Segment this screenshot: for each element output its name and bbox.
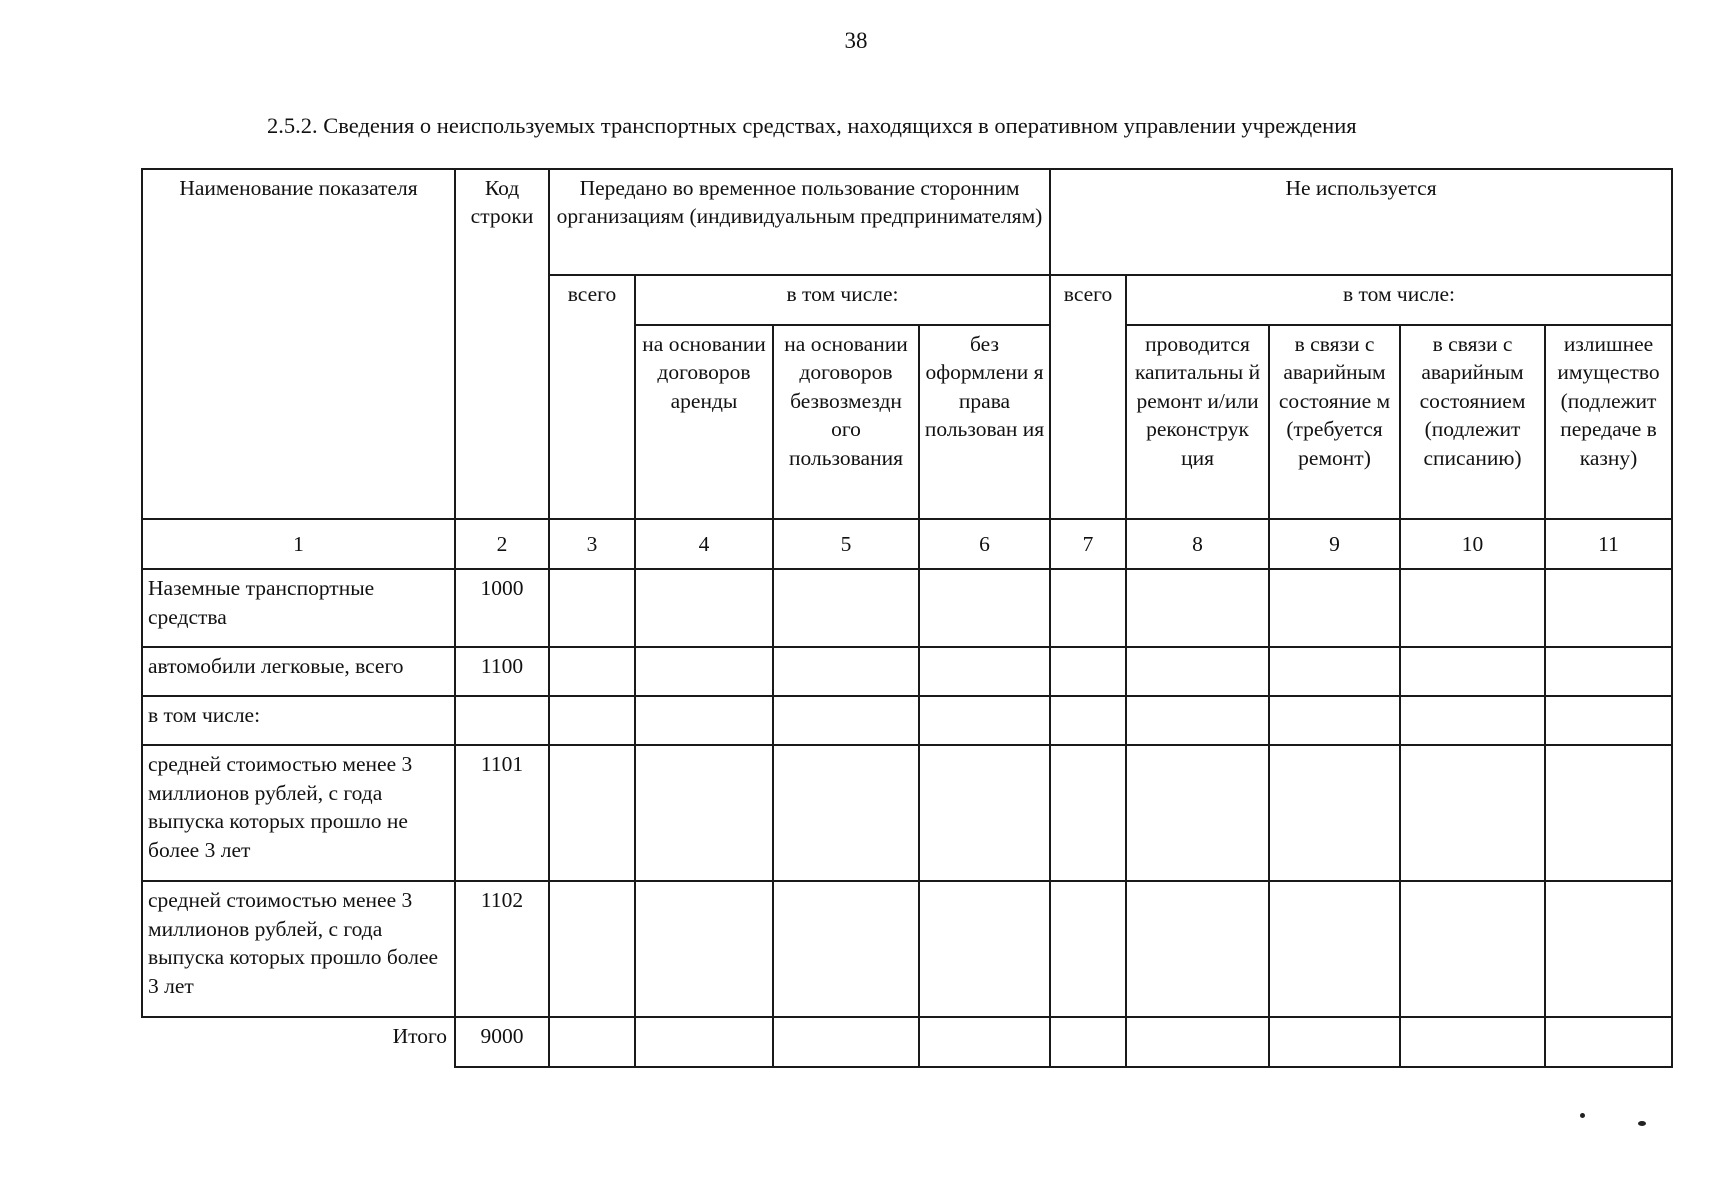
empty-cell bbox=[635, 696, 773, 745]
empty-cell bbox=[549, 881, 635, 1017]
header-row-code: Код строки bbox=[455, 169, 549, 519]
column-number: 4 bbox=[635, 519, 773, 569]
empty-cell bbox=[1269, 1017, 1400, 1067]
empty-cell bbox=[635, 647, 773, 696]
row-label: Наземные транспортные средства bbox=[142, 569, 455, 647]
column-number: 9 bbox=[1269, 519, 1400, 569]
table-row bbox=[142, 569, 1672, 647]
column-number: 8 bbox=[1126, 519, 1269, 569]
total-code: 9000 bbox=[455, 1017, 549, 1067]
empty-cell bbox=[549, 1017, 635, 1067]
empty-cell bbox=[1126, 1017, 1269, 1067]
column-number: 2 bbox=[455, 519, 549, 569]
header-emergency-repair: в связи с аварийным состояние м (требуется ремонт) bbox=[1269, 325, 1400, 519]
empty-cell bbox=[1050, 569, 1126, 647]
empty-cell bbox=[635, 881, 773, 1017]
empty-cell bbox=[1400, 1017, 1545, 1067]
header-capital-repair: проводится капитальны й ремонт и/или реконструк ция bbox=[1126, 325, 1269, 519]
column-number: 11 bbox=[1545, 519, 1672, 569]
header-free-use: на основании договоров безвозмездн ого пользования bbox=[773, 325, 919, 519]
empty-cell bbox=[773, 696, 919, 745]
header-transferred-group: Передано во временное пользование сторонним организациям (индивидуальным предпринимателям) bbox=[549, 169, 1050, 275]
empty-cell bbox=[773, 745, 919, 881]
empty-cell bbox=[1126, 881, 1269, 1017]
vehicles-table bbox=[141, 168, 1673, 1068]
row-code: 1101 bbox=[455, 745, 549, 881]
empty-cell bbox=[1545, 696, 1672, 745]
total-row bbox=[142, 1017, 1672, 1067]
empty-cell bbox=[1126, 647, 1269, 696]
empty-cell bbox=[1269, 569, 1400, 647]
empty-cell bbox=[919, 647, 1050, 696]
empty-cell bbox=[773, 647, 919, 696]
empty-cell bbox=[1545, 647, 1672, 696]
empty-cell bbox=[773, 1017, 919, 1067]
empty-cell bbox=[1126, 745, 1269, 881]
header-lease: на основании договоров аренды bbox=[635, 325, 773, 519]
column-number: 3 bbox=[549, 519, 635, 569]
empty-cell bbox=[1126, 569, 1269, 647]
empty-cell bbox=[1269, 881, 1400, 1017]
empty-cell bbox=[1269, 745, 1400, 881]
empty-cell bbox=[1400, 881, 1545, 1017]
row-label: в том числе: bbox=[142, 696, 455, 745]
column-number: 10 bbox=[1400, 519, 1545, 569]
table-row bbox=[142, 745, 1672, 881]
empty-cell bbox=[1545, 881, 1672, 1017]
empty-cell bbox=[1400, 696, 1545, 745]
document-title: 2.5.2. Сведения о неиспользуемых транспортных средствах, находящихся в оперативном управлении учреждения bbox=[267, 113, 1357, 138]
table-row bbox=[142, 881, 1672, 1017]
empty-cell bbox=[1050, 1017, 1126, 1067]
row-code bbox=[455, 696, 549, 745]
empty-cell bbox=[635, 1017, 773, 1067]
empty-cell bbox=[1269, 647, 1400, 696]
empty-cell bbox=[1269, 696, 1400, 745]
empty-cell bbox=[1400, 745, 1545, 881]
empty-cell bbox=[1545, 569, 1672, 647]
empty-cell bbox=[919, 696, 1050, 745]
empty-cell bbox=[549, 745, 635, 881]
empty-cell bbox=[919, 745, 1050, 881]
column-number: 7 bbox=[1050, 519, 1126, 569]
row-code: 1100 bbox=[455, 647, 549, 696]
column-number-row bbox=[142, 519, 1672, 569]
empty-cell bbox=[919, 1017, 1050, 1067]
empty-cell bbox=[1126, 696, 1269, 745]
empty-cell bbox=[919, 881, 1050, 1017]
empty-cell bbox=[1545, 1017, 1672, 1067]
empty-cell bbox=[919, 569, 1050, 647]
total-label: Итого bbox=[142, 1017, 455, 1067]
row-label: средней стоимостью менее 3 миллионов рублей, с года выпуска которых прошло не более 3 лет bbox=[142, 745, 455, 881]
empty-cell bbox=[773, 569, 919, 647]
empty-cell bbox=[1050, 647, 1126, 696]
header-not-used-group: Не используется bbox=[1050, 169, 1672, 275]
scan-speck bbox=[1580, 1113, 1585, 1118]
header-total-transferred: всего bbox=[549, 275, 635, 519]
table-row bbox=[142, 696, 1672, 745]
empty-cell bbox=[1400, 569, 1545, 647]
empty-cell bbox=[635, 745, 773, 881]
page-number: 38 bbox=[844, 28, 868, 53]
header-total-not-used: всего bbox=[1050, 275, 1126, 519]
scan-speck bbox=[1638, 1121, 1646, 1126]
header-no-formalization: без оформлени я права пользован ия bbox=[919, 325, 1050, 519]
row-label: автомобили легковые, всего bbox=[142, 647, 455, 696]
column-number: 1 bbox=[142, 519, 455, 569]
empty-cell bbox=[1545, 745, 1672, 881]
header-including-not-used: в том числе: bbox=[1126, 275, 1672, 325]
empty-cell bbox=[1400, 647, 1545, 696]
empty-cell bbox=[635, 569, 773, 647]
column-number: 5 bbox=[773, 519, 919, 569]
empty-cell bbox=[1050, 745, 1126, 881]
header-emergency-writeoff: в связи с аварийным состоянием (подлежит списанию) bbox=[1400, 325, 1545, 519]
row-code: 1102 bbox=[455, 881, 549, 1017]
empty-cell bbox=[1050, 881, 1126, 1017]
table-row bbox=[142, 647, 1672, 696]
header-indicator-name: Наименование показателя bbox=[142, 169, 455, 519]
empty-cell bbox=[1050, 696, 1126, 745]
empty-cell bbox=[773, 881, 919, 1017]
empty-cell bbox=[549, 696, 635, 745]
row-code: 1000 bbox=[455, 569, 549, 647]
empty-cell bbox=[549, 569, 635, 647]
row-label: средней стоимостью менее 3 миллионов рублей, с года выпуска которых прошло более 3 лет bbox=[142, 881, 455, 1017]
empty-cell bbox=[549, 647, 635, 696]
header-surplus: излишнее имущество (подлежит передаче в казну) bbox=[1545, 325, 1672, 519]
column-number: 6 bbox=[919, 519, 1050, 569]
header-including-transferred: в том числе: bbox=[635, 275, 1050, 325]
